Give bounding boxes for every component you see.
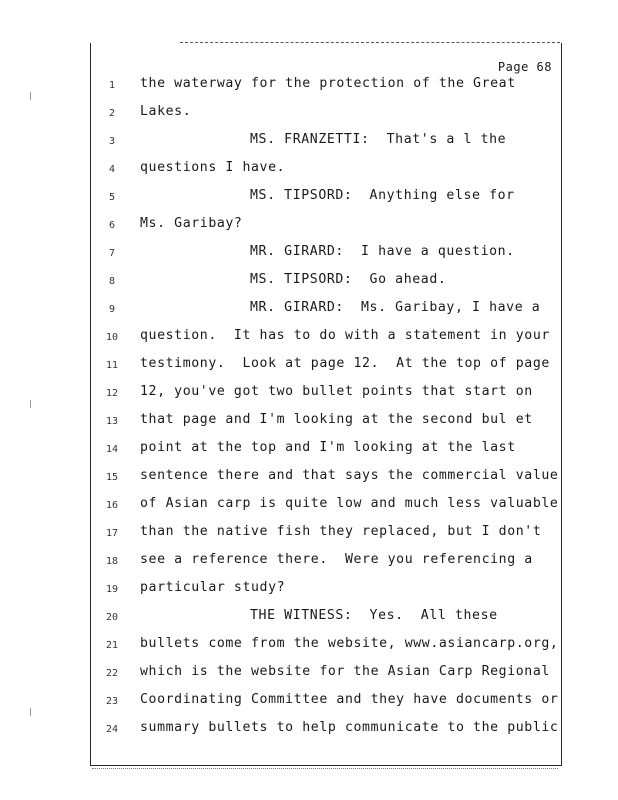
line-text: of Asian carp is quite low and much less valuable bbox=[140, 496, 559, 511]
line-text: summary bullets to help communicate to the public bbox=[140, 720, 559, 735]
transcript-line bbox=[90, 130, 560, 158]
line-number: 11 bbox=[105, 360, 119, 371]
line-number: 15 bbox=[105, 472, 119, 483]
line-text: testimony. Look at page 12. At the top of page bbox=[140, 356, 550, 371]
transcript-line bbox=[90, 522, 560, 550]
line-text: the waterway for the protection of the Great bbox=[140, 76, 516, 91]
scan-artifact bbox=[30, 400, 35, 408]
line-text: particular study? bbox=[140, 580, 286, 595]
transcript-line bbox=[90, 662, 560, 690]
line-number: 7 bbox=[108, 248, 116, 259]
line-text: Lakes. bbox=[140, 104, 192, 119]
transcript-line bbox=[90, 158, 560, 186]
line-text: which is the website for the Asian Carp Regional bbox=[140, 664, 550, 679]
transcript-line bbox=[90, 74, 560, 102]
transcript-line bbox=[90, 466, 560, 494]
line-number: 3 bbox=[108, 136, 116, 147]
transcript-line bbox=[90, 214, 560, 242]
transcript-line bbox=[90, 550, 560, 578]
line-text: MS. TIPSORD: Go ahead. bbox=[250, 272, 447, 287]
line-number: 16 bbox=[105, 500, 119, 511]
transcript-line bbox=[90, 634, 560, 662]
line-text: MS. TIPSORD: Anything else for bbox=[250, 188, 515, 203]
line-number: 23 bbox=[105, 696, 119, 707]
line-number: 13 bbox=[105, 416, 119, 427]
transcript-line bbox=[90, 298, 560, 326]
transcript-line bbox=[90, 718, 560, 746]
line-number: 17 bbox=[105, 528, 119, 539]
line-number: 8 bbox=[108, 276, 116, 287]
transcript-line bbox=[90, 354, 560, 382]
line-text: point at the top and I'm looking at the last bbox=[140, 440, 516, 455]
line-text: 12, you've got two bullet points that start on bbox=[140, 384, 533, 399]
scan-artifact bbox=[30, 92, 35, 100]
line-text: that page and I'm looking at the second bul et bbox=[140, 412, 533, 427]
transcript-lines bbox=[90, 74, 560, 746]
line-number: 5 bbox=[108, 192, 116, 203]
line-text: THE WITNESS: Yes. All these bbox=[250, 608, 498, 623]
line-text: questions I have. bbox=[140, 160, 286, 175]
transcript-line bbox=[90, 494, 560, 522]
line-text: Ms. Garibay? bbox=[140, 216, 243, 231]
line-number: 6 bbox=[108, 220, 116, 231]
line-text: question. It has to do with a statement in your bbox=[140, 328, 550, 343]
line-number: 2 bbox=[108, 108, 116, 119]
line-text: sentence there and that says the commercial value bbox=[140, 468, 559, 483]
line-number: 22 bbox=[105, 668, 119, 679]
line-number: 21 bbox=[105, 640, 119, 651]
transcript-line bbox=[90, 382, 560, 410]
transcript-line bbox=[90, 606, 560, 634]
line-number: 1 bbox=[108, 80, 116, 91]
scan-artifact bbox=[30, 708, 35, 716]
transcript-line bbox=[90, 186, 560, 214]
line-text: MR. GIRARD: Ms. Garibay, I have a bbox=[250, 300, 541, 315]
line-text: MS. FRANZETTI: That's a l the bbox=[250, 132, 507, 147]
line-text: than the native fish they replaced, but I don't bbox=[140, 524, 542, 539]
transcript-line bbox=[90, 242, 560, 270]
transcript-line bbox=[90, 578, 560, 606]
line-number: 24 bbox=[105, 724, 119, 735]
line-text: MR. GIRARD: I have a question. bbox=[250, 244, 515, 259]
line-number: 19 bbox=[105, 584, 119, 595]
line-text: see a reference there. Were you referencing a bbox=[140, 552, 533, 567]
transcript-line bbox=[90, 438, 560, 466]
bottom-rule bbox=[92, 768, 558, 769]
transcript-line bbox=[90, 410, 560, 438]
line-number: 9 bbox=[108, 304, 116, 315]
line-text: Coordinating Committee and they have documents or bbox=[140, 692, 559, 707]
transcript-line bbox=[90, 270, 560, 298]
transcript-line bbox=[90, 102, 560, 130]
line-number: 14 bbox=[105, 444, 119, 455]
line-number: 18 bbox=[105, 556, 119, 567]
line-number: 12 bbox=[105, 388, 119, 399]
transcript-line bbox=[90, 326, 560, 354]
line-number: 20 bbox=[105, 612, 119, 623]
page-number: Page 68 bbox=[497, 60, 552, 74]
line-text: bullets come from the website, www.asiancarp.org, bbox=[140, 636, 559, 651]
line-number: 10 bbox=[105, 332, 119, 343]
line-number: 4 bbox=[108, 164, 116, 175]
transcript-line bbox=[90, 690, 560, 718]
